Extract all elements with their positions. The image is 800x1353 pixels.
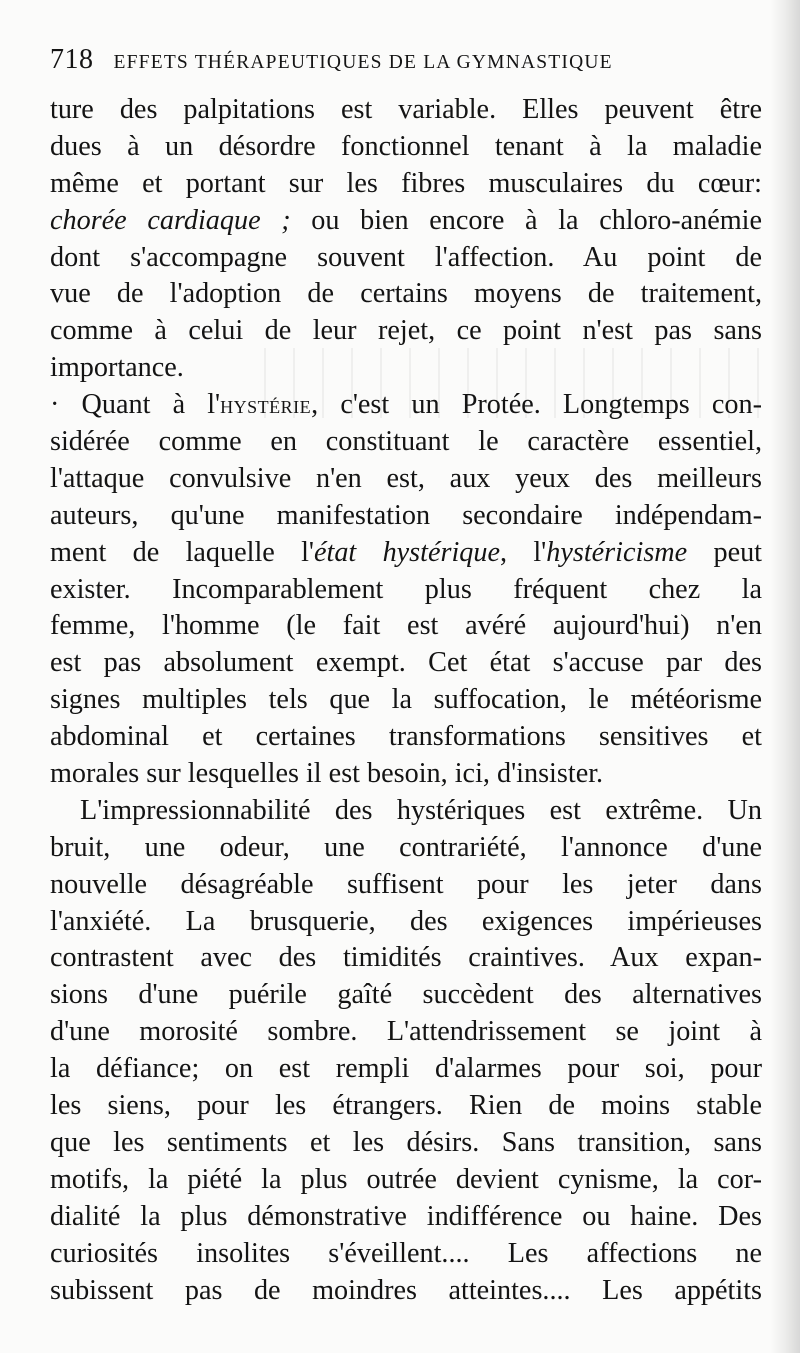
body-text (50, 92, 762, 1309)
text-line: contrastent avec des timidités craintives. Aux expan- (50, 942, 762, 974)
page-edge-shadow (770, 0, 800, 1353)
text-line: nouvelle désagréable suffisent pour les jeter dans (50, 868, 762, 900)
text-line: curiosités insolites s'éveillent.... Les affections ne (50, 1237, 762, 1269)
italic-term: état hystérique (314, 536, 500, 568)
text-line: dialité la plus démonstrative indifférence ou haine. Des (50, 1200, 762, 1232)
text-line: signes multiples tels que la suffocation, le météorisme (50, 684, 762, 716)
text-span: , c'est un Protée. Longtemps con- (311, 389, 762, 421)
text-span: peut (687, 536, 762, 568)
text-line: que les sentiments et les désirs. Sans transition, sans (50, 1126, 762, 1158)
text-line: femme, l'homme (le fait est avéré aujourd'hui) n'en (50, 610, 762, 642)
text-line: dont s'accompagne souvent l'affection. Au point de (50, 241, 762, 273)
text-line: bruit, une odeur, une contrariété, l'annonce d'une (50, 831, 762, 863)
text-line: l'attaque convulsive n'en est, aux yeux des meilleurs (50, 462, 762, 494)
text-line: auteurs, qu'une manifestation secondaire indépendam- (50, 499, 762, 531)
text-line: morales sur lesquelles il est besoin, ici, d'insister. (50, 758, 604, 790)
text-span: ou bien encore à la chloro-anémie (290, 204, 762, 236)
text-line: exister. Incomparablement plus fréquent chez la (50, 573, 762, 605)
text-line: motifs, la piété la plus outrée devient cynisme, la cor- (50, 1163, 762, 1195)
text-line: dues à un désordre fonctionnel tenant à la maladie (50, 130, 762, 162)
text-line (50, 535, 762, 572)
text-line: comme à celui de leur rejet, ce point n'est pas sans (50, 315, 762, 347)
page-header (50, 44, 750, 84)
text-line: sidérée comme en constituant le caractère essentiel, (50, 426, 762, 458)
text-line (50, 203, 762, 240)
page-number: 718 (50, 44, 94, 75)
running-head: EFFETS THÉRAPEUTIQUES DE LA GYMNASTIQUE (113, 52, 613, 73)
small-caps-term: hystérie (220, 390, 312, 420)
text-line: subissent pas de moindres atteintes.... Les appétits (50, 1274, 762, 1306)
text-line: importance. (50, 352, 184, 384)
text-line: est pas absolument exempt. Cet état s'accuse par des (50, 647, 762, 679)
text-line: abdominal et certaines transformations sensitives et (50, 721, 762, 753)
text-span: , l' (500, 536, 547, 568)
text-line: vue de l'adoption de certains moyens de traitement, (50, 278, 762, 310)
text-span: · Quant à l' (50, 389, 221, 421)
text-line: l'anxiété. La brusquerie, des exigences impérieuses (50, 905, 762, 937)
text-line: les siens, pour les étrangers. Rien de moins stable (50, 1090, 762, 1122)
text-line: la défiance; on est rempli d'alarmes pour soi, pour (50, 1053, 762, 1085)
text-line: sions d'une puérile gaîté succèdent des alternatives (50, 979, 762, 1011)
text-span: ment de laquelle l' (50, 536, 314, 568)
text-line: même et portant sur les fibres musculaires du cœur: (50, 167, 762, 199)
italic-term: chorée cardiaque ; (50, 204, 291, 236)
text-line: d'une morosité sombre. L'attendrissement se joint à (50, 1016, 762, 1048)
text-line: ture des palpitations est variable. Elles peuvent être (50, 94, 762, 125)
text-line (50, 387, 762, 424)
text-line: L'impressionnabilité des hystériques est extrême. Un (80, 794, 762, 826)
italic-term: hystéricisme (546, 536, 688, 568)
